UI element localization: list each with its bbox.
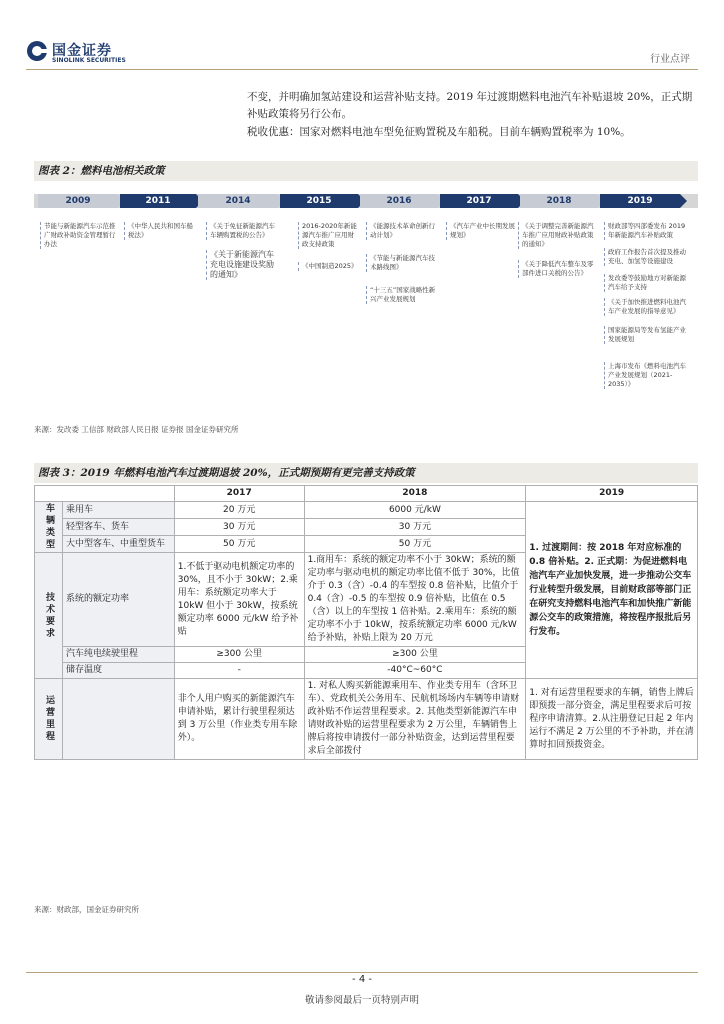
timeline-item: 国家能源局等发布氢能产业发展规划 <box>604 326 686 344</box>
timeline-item: 《汽车产业中长期发展规划》 <box>446 222 516 240</box>
table-cell: 6000 元/kW <box>304 502 526 519</box>
table-header-row <box>35 486 698 502</box>
col-header: 2019 <box>526 486 698 502</box>
timeline-arrow-icon <box>680 194 687 208</box>
figure-source: 来源：发改委 工信部 财政部人民日报 证券报 国金证券研究所 <box>34 425 239 434</box>
figure-title: 图表 3：2019 年燃料电池汽车过渡期退坡 20%，正式期预期有更完善支持政策 <box>34 463 698 483</box>
table-cell: 非个人用户购买的新能源汽车申请补贴，累计行驶里程须达到 3 万公里（作业类专用车除外）。 <box>174 679 304 760</box>
row-label: 系统的额定功率 <box>62 553 174 647</box>
timeline-item: 《中华人民共和国车船税法》 <box>124 222 196 240</box>
timeline-item: 政府工作报告首次提及推动充电、加氢等设施建设 <box>604 248 686 266</box>
timeline-year: 2017 <box>440 194 518 208</box>
timeline-item: 《能源技术革命创新行动计划》 <box>366 222 436 240</box>
row-group-label: 运营里程 <box>35 679 63 760</box>
brand-logo <box>26 40 146 70</box>
timeline-year: 2011 <box>120 194 196 208</box>
figure-title: 图表 2：燃料电池相关政策 <box>34 161 698 181</box>
table-cell: 1.商用车：系统的额定功率不小于 30kW；系统的额定功率与驱动电机的额定功率比值不低于 30%，比值介于 0.3（含）-0.4 的车型按 0.8 倍补贴，比值介于 0.4（含）-0.5 的车型按 0.9 倍补贴，比值在 0.5（含）以上的车型按 1 倍补贴。2.乘用车：系统的额定功率不小于 10kW，按系统额定功率 6000 元/kW 给予补贴，补贴上限为 20 万元 <box>304 553 526 647</box>
timeline-year: 2015 <box>280 194 358 208</box>
table-cell-2019-main: 1. 过渡期间：按 2018 年对应标准的 0.8 倍补贴。2. 正式期：为促进燃料电池汽车产业加快发展，进一步推动公交车行业转型升级发展，目前财政部等部门正在研究支持燃料电池汽车和加快推广新能源公交车的政策措施，将按程序报批后另行发布。 <box>526 502 698 679</box>
policy-timeline <box>34 194 698 414</box>
timeline-year: 2014 <box>198 194 278 208</box>
timeline-year: 2016 <box>360 194 438 208</box>
row-label: 乘用车 <box>62 502 174 519</box>
logo-text: 国金证券 <box>52 43 112 59</box>
body-paragraph: 不变，并明确加氢站建设和运营补贴支持。2019 年过渡期燃料电池汽车补贴退坡 20%，正式期补贴政策将另行公布。 <box>247 91 693 120</box>
table-cell: 1. 对有运营里程要求的车辆，销售上牌后即预拨一部分资金，满足里程要求后可按程序申请清算。2.从注册登记日起 2 年内运行不满足 2 万公里的不予补助，并在清算时扣回预拨资金。 <box>526 679 698 760</box>
timeline-item: 财政部等四部委发布 2019 年新能源汽车补贴政策 <box>604 222 686 240</box>
timeline-item: 《中国制造2025》 <box>298 262 360 271</box>
figure-source: 来源：财政部，国金证券研究所 <box>34 905 139 914</box>
timeline-item: 《关于免征新能源汽车车辆购置税的公告》 <box>206 222 280 240</box>
row-label: 轻型客车、货车 <box>62 519 174 536</box>
col-header: 2017 <box>174 486 304 502</box>
table-cell: 1. 对私人购买新能源乘用车、作业类专用车（含环卫车）、党政机关公务用车、民航机场场内车辆等申请财政补贴不作运营里程要求。2. 其他类型新能源汽车申请财政补贴的运营里程要求为 2 万公里，车辆销售上牌后将按申请拨付一部分补贴资金，达到运营里程要求后全部拨付 <box>304 679 526 760</box>
timeline-item: 上海市发布《燃料电池汽车产业发展规划（2021-2035）》 <box>604 362 686 389</box>
timeline-item: 2016-2020年新能源汽车推广应用财政支持政策 <box>298 222 360 249</box>
table-row <box>35 502 698 519</box>
timeline-year: 2018 <box>520 194 598 208</box>
table-cell: ≥300 公里 <box>174 647 304 663</box>
table-cell: ≥300 公里 <box>304 647 526 663</box>
row-label: 汽车纯电续驶里程 <box>62 647 174 663</box>
table-cell: - <box>174 663 304 679</box>
timeline-item: 《节能与新能源汽车技术路线图》 <box>366 254 436 272</box>
timeline-item: 发改委等鼓励地方对新能源汽车给予支持 <box>604 274 686 292</box>
footer-rule <box>26 972 698 973</box>
table-cell: 50 万元 <box>174 536 304 553</box>
table-cell: 30 万元 <box>304 519 526 536</box>
timeline-item: 节能与新能源汽车示范推广财政补助资金管理暂行办法 <box>40 222 120 249</box>
timeline-item: “十三五”国家战略性新兴产业发展规划 <box>366 286 436 304</box>
logo-subtext: SINOLINK SECURITIES <box>52 57 126 64</box>
policy-table <box>34 485 698 760</box>
table-cell: -40°C~60°C <box>304 663 526 679</box>
timeline-item: 《关于新能源汽车充电设施建设奖励的通知》 <box>206 250 280 280</box>
timeline-item: 《关于调整完善新能源汽车推广应用财政补贴政策的通知》 <box>518 222 594 249</box>
timeline-year: 2019 <box>600 194 680 208</box>
table-row <box>35 679 698 760</box>
logo-mark-icon <box>26 40 48 62</box>
row-group-label: 技术要求 <box>35 553 63 679</box>
row-label: 大中型客车、中重型货车 <box>62 536 174 553</box>
table-cell: 50 万元 <box>304 536 526 553</box>
section-label: 行业点评 <box>650 54 690 65</box>
timeline-year: 2009 <box>38 194 118 208</box>
body-paragraph: 税收优惠：国家对燃料电池车型免征购置税及车船税。目前车辆购置税率为 10%。 <box>247 126 631 138</box>
timeline-item: 《关于降低汽车整车及零部件进口关税的公告》 <box>518 260 594 278</box>
row-label: 储存温度 <box>62 663 174 679</box>
header-rule <box>26 69 698 70</box>
row-group-label: 车辆类型 <box>35 502 63 553</box>
footer-disclaimer: 敬请参阅最后一页特别声明 <box>304 995 419 1006</box>
page-number: - 4 - <box>352 974 372 985</box>
table-cell: 20 万元 <box>174 502 304 519</box>
timeline-item: 《关于加快推进燃料电池汽车产业发展的指导意见》 <box>604 298 686 316</box>
table-cell: 30 万元 <box>174 519 304 536</box>
table-cell: 1.不低于驱动电机额定功率的 30%，且不小于 30kW；2.乘用车：系统额定功率大于 10kW 但小于 30kW，按系统额定功率 6000 元/kW 给予补贴 <box>174 553 304 647</box>
col-header: 2018 <box>304 486 526 502</box>
